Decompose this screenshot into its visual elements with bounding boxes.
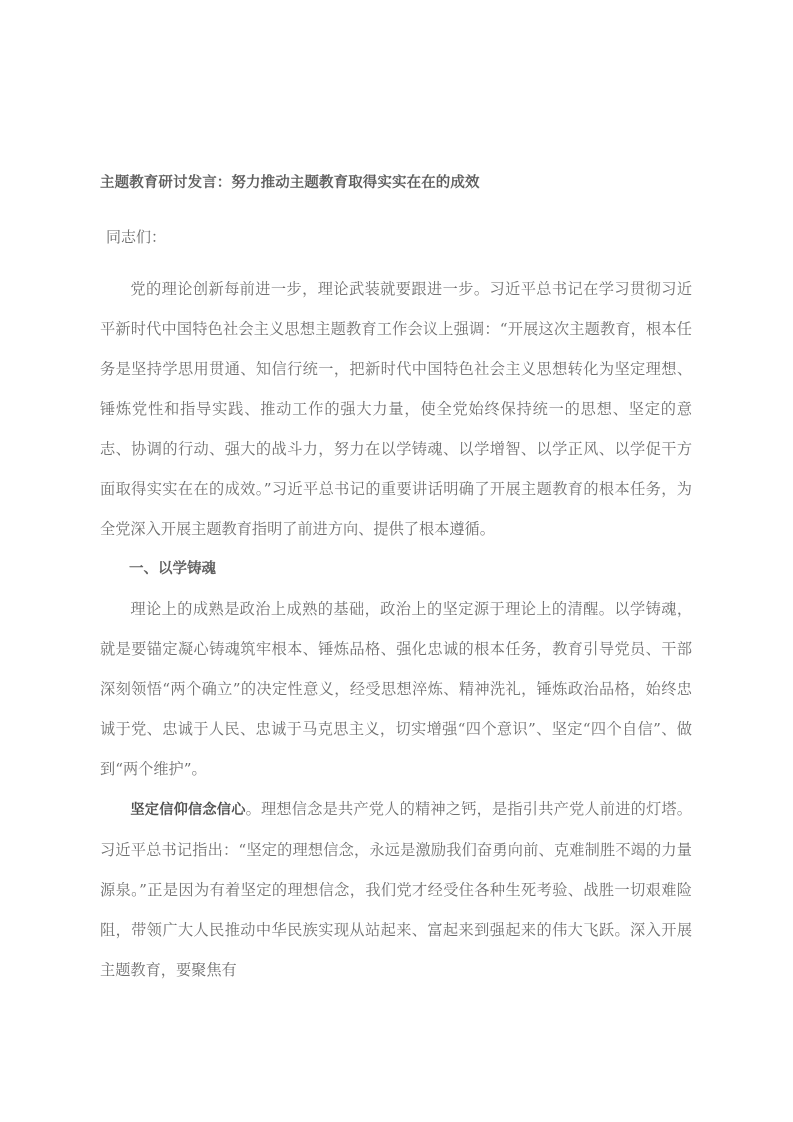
paragraph-lead-phrase: 坚定信仰信念信心 <box>130 802 246 818</box>
paragraph-body-text: 。理想信念是共产党人的精神之钙，是指引共产党人前进的灯塔。习近平总书记指出：“坚定的理想信念，永远是激励我们奋勇向前、克难制胜不竭的力量源泉。”正是因为有着坚定的理想信念，我们党才经受住各种生死考验、战胜一切艰难险阻，带领广大人民推动中华民族实现从站起来、富起来到强起来的伟大飞跃。深入开展主题教育，要聚焦有 <box>100 800 692 979</box>
section-1-paragraph-1: 理论上的成熟是政治上成熟的基础，政治上的坚定源于理论上的清醒。以学铸魂，就是要锚定凝心铸魂筑牢根本、锤炼品格、强化忠诚的根本任务，教育引导党员、干部深刻领悟“两个确立”的决定性意义，经受思想淬炼、精神洗礼，锤炼政治品格，始终忠诚于党、忠诚于人民、忠诚于马克思主义，切实增强“四个意识”、坚定“四个自信”、做到“两个维护”。 <box>100 600 692 778</box>
page-title: 主题教育研讨发言：努力推动主题教育取得实实在在的成效 <box>100 175 480 191</box>
section-heading-1: 一、以学铸魂 <box>129 561 216 577</box>
salutation-line: 同志们： <box>106 228 167 246</box>
paragraph-intro: 党的理论创新每前进一步，理论武装就要跟进一步。习近平总书记在学习贯彻习近平新时代中国特色社会主义思想主题教育工作会议上强调：“开展这次主题教育，根本任务是坚持学思用贯通、知信行统一，把新时代中国特色社会主义思想转化为坚定理想、锤炼党性和指导实践、推动工作的强大力量，使全党始终保持统一的思想、坚定的意志、协调的行动、强大的战斗力，努力在以学铸魂、以学增智、以学正风、以学促干方面取得实实在在的成效。”习近平总书记的重要讲话明确了开展主题教育的根本任务，为全党深入开展主题教育指明了前进方向、提供了根本遵循。 <box>100 280 692 538</box>
section-1-paragraph-2 <box>100 789 692 990</box>
document-body <box>100 168 692 990</box>
